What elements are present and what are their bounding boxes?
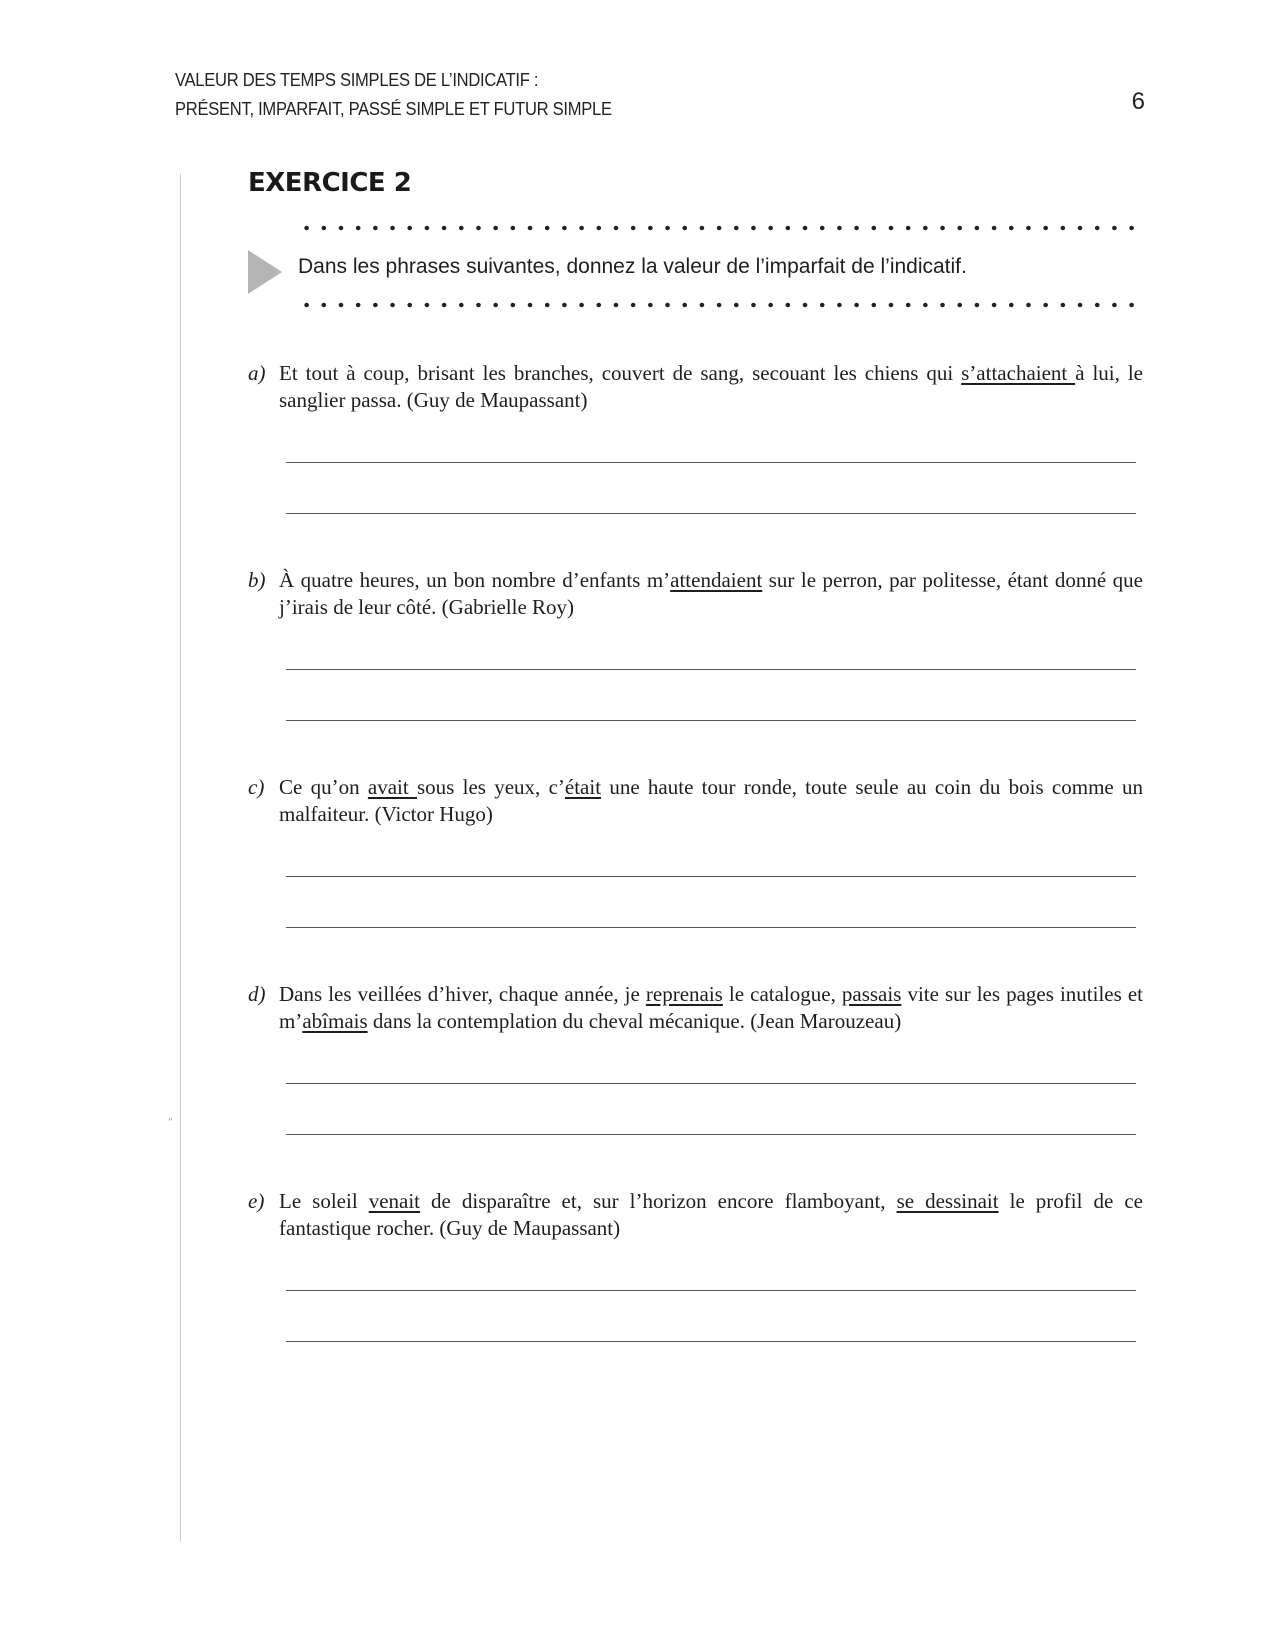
sentence-fragment: sous les yeux, c’ bbox=[416, 775, 565, 799]
header-title-line-1: VALEUR DES TEMPS SIMPLES DE L’INDICATIF : bbox=[175, 70, 539, 90]
underlined-verb: abîmais bbox=[302, 1009, 368, 1033]
question-letter: c) bbox=[248, 775, 265, 799]
margin-rule bbox=[180, 174, 181, 1542]
sentence-fragment: de disparaître et, sur l’horizon encore flamboyant, bbox=[420, 1189, 897, 1213]
answer-line-a-1[interactable] bbox=[286, 462, 1136, 463]
question-text bbox=[279, 981, 1143, 1035]
answer-line-e-2[interactable] bbox=[286, 1341, 1136, 1342]
question-text bbox=[279, 774, 1143, 828]
underlined-verb: reprenais bbox=[645, 982, 723, 1006]
question-letter: b) bbox=[248, 568, 266, 592]
sentence-fragment: le profil de ce fantastique rocher. (Guy de Maupassant) bbox=[279, 1189, 1143, 1240]
sentence-fragment: Dans les veillées d’hiver, chaque année, je bbox=[279, 982, 646, 1006]
underlined-verb: s’attachaient bbox=[961, 361, 1076, 385]
question-text bbox=[279, 567, 1143, 621]
sentence-fragment: Le soleil bbox=[279, 1189, 369, 1213]
answer-line-b-1[interactable] bbox=[286, 669, 1136, 670]
question-item-c bbox=[248, 774, 1143, 828]
underlined-verb: se dessinait bbox=[896, 1189, 999, 1213]
header-title-line-2: PRÉSENT, IMPARFAIT, PASSÉ SIMPLE ET FUTUR SIMPLE bbox=[175, 99, 612, 119]
question-letter: d) bbox=[248, 982, 266, 1006]
exercise-instruction: Dans les phrases suivantes, donnez la valeur de l’imparfait de l’indicatif. bbox=[298, 255, 967, 278]
underlined-verb: attendaient bbox=[670, 568, 763, 592]
margin-mark: ʺ bbox=[168, 1118, 173, 1129]
answer-line-d-1[interactable] bbox=[286, 1083, 1136, 1084]
page-header bbox=[175, 66, 1145, 124]
underlined-verb: avait bbox=[367, 775, 417, 799]
exercise-title: EXERCICE 2 bbox=[248, 168, 412, 198]
sentence-fragment: Et tout à coup, brisant les branches, couvert de sang, secouant les chiens qui bbox=[279, 361, 962, 385]
sentence-fragment: Ce qu’on bbox=[279, 775, 368, 799]
question-letter: a) bbox=[248, 361, 266, 385]
answer-line-d-2[interactable] bbox=[286, 1134, 1136, 1135]
answer-line-c-2[interactable] bbox=[286, 927, 1136, 928]
answer-line-a-2[interactable] bbox=[286, 513, 1136, 514]
question-letter: e) bbox=[248, 1189, 265, 1213]
underlined-verb: passais bbox=[841, 982, 902, 1006]
sentence-fragment: dans la contemplation du cheval mécanique. (Jean Marouzeau) bbox=[367, 1009, 902, 1033]
sentence-fragment: vite sur les pages inutiles et m’ bbox=[279, 982, 1143, 1033]
question-item-a bbox=[248, 360, 1143, 414]
play-arrow-icon bbox=[248, 250, 282, 294]
question-text bbox=[279, 360, 1143, 414]
question-item-e bbox=[248, 1188, 1143, 1242]
question-item-b bbox=[248, 567, 1143, 621]
question-item-d bbox=[248, 981, 1143, 1035]
dotted-divider-bottom bbox=[298, 302, 1141, 308]
question-text bbox=[279, 1188, 1143, 1242]
answer-line-b-2[interactable] bbox=[286, 720, 1136, 721]
dotted-divider-top bbox=[298, 225, 1141, 231]
underlined-verb: venait bbox=[368, 1189, 421, 1213]
page-number: 6 bbox=[1131, 88, 1145, 115]
sentence-fragment: une haute tour ronde, toute seule au coin du bois comme un malfaiteur. (Victor Hugo) bbox=[279, 775, 1144, 826]
sentence-fragment: le catalogue, bbox=[722, 982, 842, 1006]
sentence-fragment: à lui, le sanglier passa. (Guy de Maupassant) bbox=[279, 361, 1143, 412]
answer-line-c-1[interactable] bbox=[286, 876, 1136, 877]
answer-line-e-1[interactable] bbox=[286, 1290, 1136, 1291]
sentence-fragment: À quatre heures, un bon nombre d’enfants m’ bbox=[279, 568, 671, 592]
sentence-fragment: sur le perron, par politesse, étant donné que j’irais de leur côté. (Gabrielle Roy) bbox=[279, 568, 1143, 619]
underlined-verb: était bbox=[564, 775, 602, 799]
